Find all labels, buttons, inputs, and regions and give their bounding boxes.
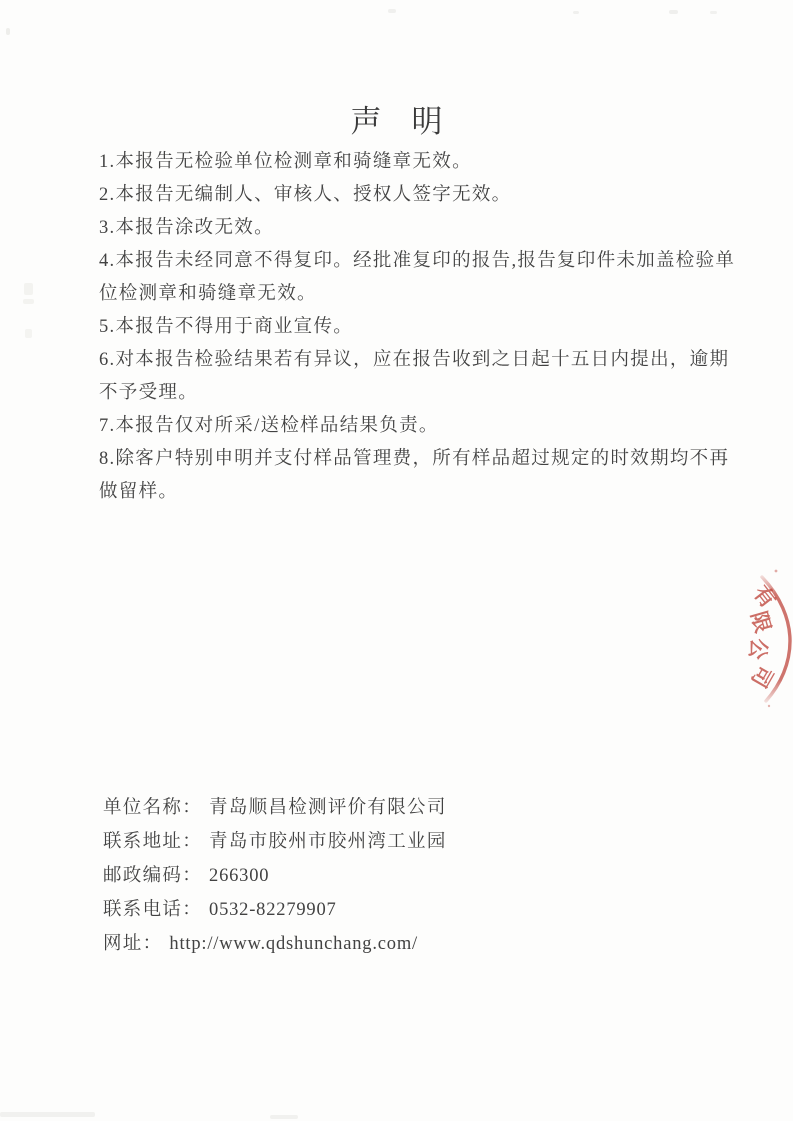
seal-ink-speck xyxy=(768,705,770,707)
statement-line-3: 3.本报告涂改无效。 xyxy=(99,218,274,238)
contact-row-phone xyxy=(103,893,447,927)
statement-line-5: 5.本报告不得用于商业宣传。 xyxy=(99,317,354,337)
seal-char-2: 限 xyxy=(746,608,776,636)
contact-row-company xyxy=(103,791,447,825)
seal-char-3: 公 xyxy=(744,636,772,662)
scan-artifact xyxy=(270,1115,298,1119)
scan-artifact xyxy=(25,329,32,338)
postcode-value: 266300 xyxy=(209,866,270,886)
contact-row-website xyxy=(103,927,447,961)
website-label: 网址： xyxy=(103,934,163,954)
postcode-label: 邮政编码： xyxy=(103,866,203,886)
seal-rim-arc xyxy=(762,577,790,701)
statement-line-8b: 做留样。 xyxy=(99,482,179,502)
contact-block xyxy=(103,791,447,961)
statement-list xyxy=(99,146,736,509)
scan-artifact xyxy=(24,283,33,295)
statement-line-7: 7.本报告仅对所采/送检样品结果负责。 xyxy=(99,416,439,436)
statement-line-1: 1.本报告无检验单位检测章和骑缝章无效。 xyxy=(99,152,472,172)
address-label: 联系地址： xyxy=(103,832,203,852)
website-value: http://www.qdshunchang.com/ xyxy=(169,934,418,954)
scan-artifact xyxy=(6,28,10,35)
scan-artifact xyxy=(573,11,579,14)
address-value: 青岛市胶州市胶州湾工业园 xyxy=(209,832,447,852)
phone-value: 0532-82279907 xyxy=(209,900,337,920)
scan-artifact xyxy=(23,299,34,304)
statement-line-6b: 不予受理。 xyxy=(99,383,199,403)
statement-line-6a: 6.对本报告检验结果若有异议，应在报告收到之日起十五日内提出，逾期 xyxy=(99,350,730,370)
scan-artifact xyxy=(710,11,717,14)
company-name-label: 单位名称： xyxy=(103,798,203,818)
seal-char-1: 有 xyxy=(748,581,781,613)
statement-line-4b: 位检测章和骑缝章无效。 xyxy=(99,284,317,304)
scan-artifact xyxy=(0,1112,95,1117)
phone-label: 联系电话： xyxy=(103,900,203,920)
seal-ink-speck xyxy=(775,570,778,573)
statement-line-8a: 8.除客户特别申明并支付样品管理费，所有样品超过规定的时效期均不再 xyxy=(99,449,730,469)
company-name-value: 青岛顺昌检测评价有限公司 xyxy=(209,798,447,818)
page-title: 声明 xyxy=(350,104,473,139)
scan-artifact xyxy=(388,9,396,13)
statement-line-4a: 4.本报告未经同意不得复印。经批准复印的报告,报告复印件未加盖检验单 xyxy=(99,251,736,271)
company-seal-stamp xyxy=(725,550,793,720)
statement-line-2: 2.本报告无编制人、审核人、授权人签字无效。 xyxy=(99,185,512,205)
scan-artifact xyxy=(669,10,678,14)
contact-row-postcode xyxy=(103,859,447,893)
contact-row-address xyxy=(103,825,447,859)
seal-char-4: 司 xyxy=(746,661,778,692)
